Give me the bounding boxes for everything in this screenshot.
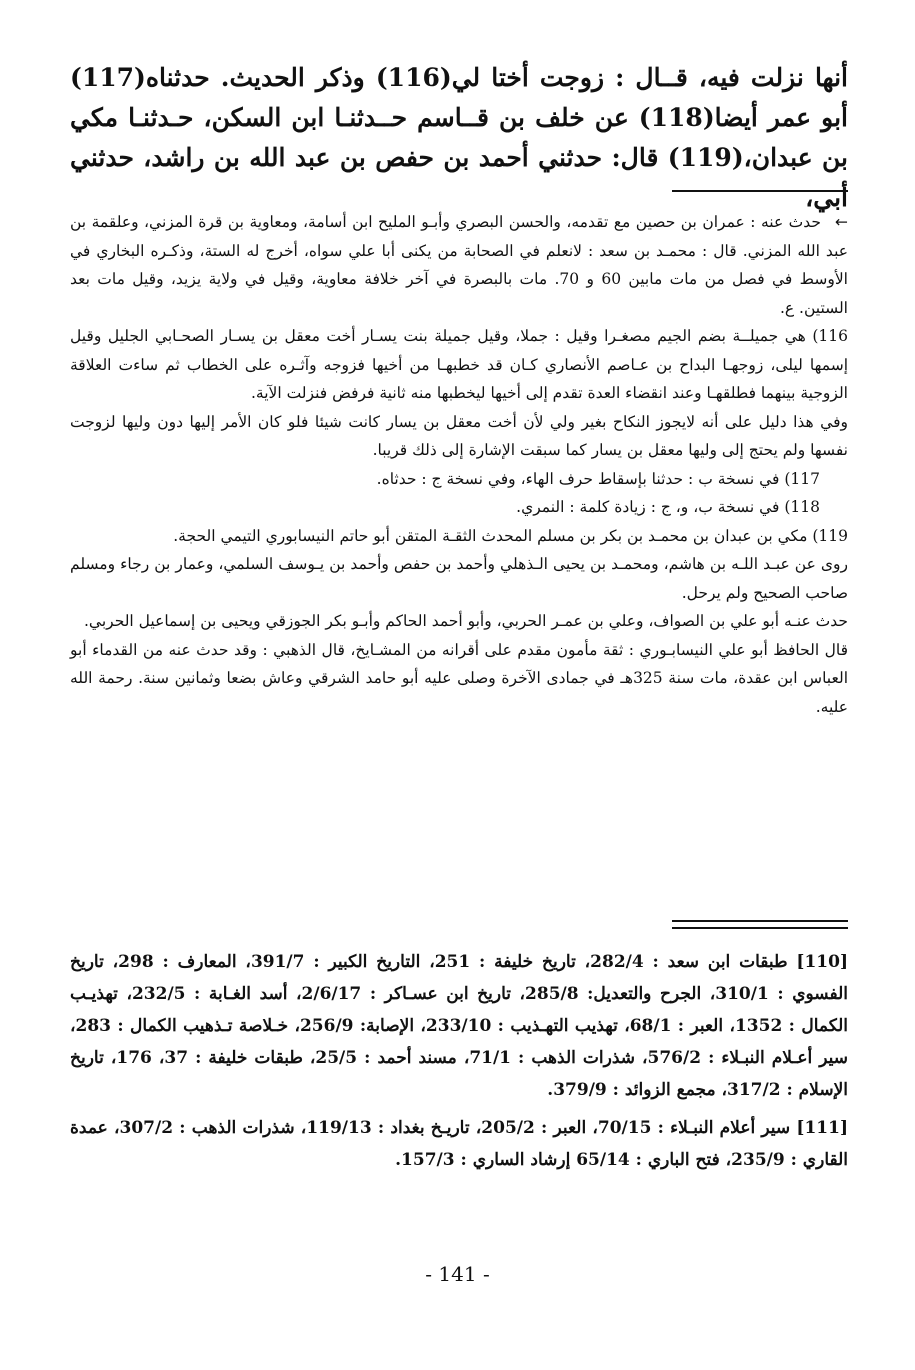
sources-block bbox=[70, 946, 848, 1182]
footnote-continuation: ←حدث عنه : عمران بن حصين مع تقدمه، والحسن البصري وأبـو المليح ابن أسامة، ومعاوية بن قرة المزني، وعلقمة بن عبد الله المزني. قال : محمـد بن سعد : لانعلم في الصحابة من يكنى أبا علي سواه، أخرج له الستة، وذكـره البخاري في الأوسط في فصل من مات مابين 60 و 70. مات بالبصرة في آخر خلافة معاوية، وقيل في ولاية يزيد، وقيل مات بعد الستين. ع. bbox=[70, 213, 848, 317]
footnote-119-paragraph-2: روى عن عبـد اللـه بن هاشم، ومحمـد بن يحيى الـذهلي وأحمد بن حفص وأحمد بن يـوسف السلمي، وعمار بن رجاء ومسلم صاحب الصحيح ولم يرحل. bbox=[70, 555, 848, 602]
footnote-117: 117) في نسخة ب : حدثنا بإسقاط حرف الهاء، وفي نسخة ج : حدثاه. bbox=[376, 469, 820, 488]
source-ref-110: [110] طبقات ابن سعد : 282/4، تاريخ خليفة : 251، التاريخ الكبير : 391/7، المعارف : 298، تاريخ الفسوي : 310/1، الجرح والتعديل: 285/8، تاريخ ابن عسـاكر : 2/6/17، أسد الغـابة : 232/5، تهذيـب الكمال : 1352، العبر : 68/1، تهذيب التهـذيب : 233/10، الإصابة: 256/9، خـلاصة تـذهيب الكمال : 283، سير أعـلام النبـلاء : 576/2، شذرات الذهب : 71/1، مسند أحمد : 25/5، طبقات خليفة : 37، 176، تاريخ الإسلام : 317/2، مجمع الزوائد : 379/9. bbox=[70, 952, 849, 1100]
source-ref-111: [111] سير أعلام النبـلاء : 70/15، العبر : 205/2، تاريـخ بغداد : 119/13، شذرات الذهب : 307/2، عمدة القاري : 235/9، فتح الباري : 65/14 إرشاد الساري : 157/3. bbox=[70, 1118, 848, 1170]
footnote-119-paragraph-4: قال الحافظ أبو علي النيسابـوري : ثقة مأمون مقدم على أقرانه من المشـايخ، قال الذهبي : وقد حدث عنه من القدماء أبو العباس ابن عقدة، مات سنة 325هـ في جمادى الآخرة وصلى عليه أبو حامد الشرقي وعاش بضعا وثمانين سنة. رحمة الله عليه. bbox=[70, 640, 848, 716]
footnote-separator bbox=[672, 190, 848, 192]
main-paragraph: أنها نزلت فيه، قــال : زوجت أختا لي(116) وذكر الحديث. حدثناه(117) أبو عمر أيضا(118) عن خلف بن قــاسم حــدثنـا ابن السكن، حـدثنـا مكي بن عبدان،(119) قال: حدثني أحمد بن حفص بن عبد الله بن راشد، حدثني أبي، bbox=[70, 63, 848, 212]
footnote-116: 116) هي جميلــة بضم الجيم مصغـرا وقيل : جملا، وقيل جميلة بنت يسـار أخت معقل بن يسـار الصحـابي الجليل وقيل إسمها ليلى، زوجهـا البداح بن عـاصم الأنصاري كـان قد خطبهـا من أخيها فزوجه وآثـره على الخطاب ثم ساءت العلاقة الزوجية بينهما فطلقهـا وعند انقضاء العدة تقدم إلى أخيها ليخطبها منه ثانية فرفض فنزلت الآية. bbox=[70, 327, 848, 402]
footnotes-block bbox=[70, 208, 848, 721]
sources-separator-bottom bbox=[672, 927, 848, 929]
footnote-119: 119) مكي بن عبدان بن محمـد بن بكر بن مسلم المحدث الثقـة المتقن أبو حاتم النيسابوري التيمي الحجة. bbox=[173, 526, 848, 545]
main-text-block bbox=[70, 58, 848, 218]
footnote-119-paragraph-3: حدث عنـه أبو علي بن الصواف، وعلي بن عمـر الحربي، وأبو أحمد الحاكم وأبـو بكر الجوزقي ويحيى بن إسماعيل الحربي. bbox=[83, 612, 848, 630]
footnote-118: 118) في نسخة ب، و، ج : زيادة كلمة : النمري. bbox=[516, 498, 820, 516]
footnote-116-continuation: وفي هذا دليل على أنه لايجوز النكاح بغير ولي لأن أخت معقل بن يسار كانت شيئا فلو كان الأمر إليها دون وليها لزوجت نفسها ولم يحتج إلى وليها معقل بن يسار كما سبقت الإشارة إلى ذلك قريبا. bbox=[70, 412, 848, 459]
sources-separator-top bbox=[672, 920, 848, 922]
page-number: - 141 - bbox=[425, 1262, 490, 1286]
continuation-arrow-icon: ← bbox=[835, 213, 848, 231]
